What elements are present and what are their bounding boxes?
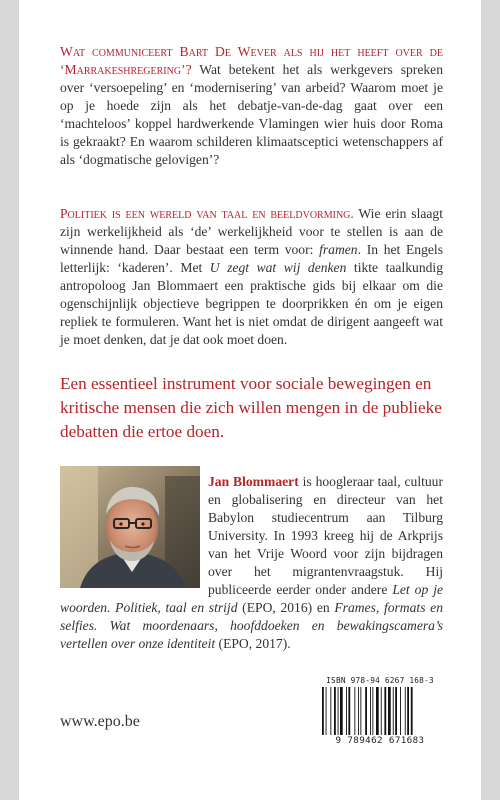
isbn-label: ISBN 978-94 6267 168-3: [326, 676, 434, 685]
previous-book-1: Let op je woorden. Politiek, taal en strijd: [60, 582, 443, 615]
book-title: U zegt wat wij denken: [209, 260, 347, 275]
framing-term: framen: [319, 242, 358, 257]
author-bio-text-3: (EPO, 2017).: [215, 636, 291, 651]
framing-paragraph: [60, 205, 443, 349]
author-bio: [60, 473, 443, 653]
author-name: Jan Blommaert: [208, 474, 299, 489]
intro-paragraph: [60, 43, 443, 169]
intro-body: Wat betekent het als werkgevers spreken over ‘versoepeling’ en ‘modernisering’ van arbeid? Waarom moet je op je hoede zijn als het debatje-van-de-dag gaat over een ‘machteloos’ koppel hardwerkende Vlamingen wier huis door Roma is gekraakt? En waarom schilderen klimaatsceptici wetenschappers af als ‘dogmatische gelovigen’?: [60, 62, 443, 167]
framing-lead: Politiek is een wereld van taal en beeldvorming.: [60, 206, 354, 221]
framing-body-3: tikte taalkundig antropoloog Jan Blommaert een praktische gids bij elkaar om die ogenschijnlijk objectieve begrippen te doorprikken én om je eigen repliek te formuleren. Want het is niet omdat de dirigent aangeeft wat je moet denken, dat je dat ook moet doen.: [60, 260, 443, 347]
intro-lead: Wat communiceert Bart De Wever als hij het heeft over de ‘Marrakeshregering’?: [60, 44, 443, 77]
previous-book-2: Frames, formats en selfies. Wat moordenaars, hoofddoeken en bewakingscamera’s vertellen over onze identiteit: [60, 600, 443, 651]
pull-quote: Een essentieel instrument voor sociale bewegingen en kritische mensen die zich willen mengen in de publieke debatten die ertoe doen.: [60, 374, 442, 441]
framing-body-1: Wie erin slaagt zijn werkelijkheid als ‘de’ werkelijkheid voor te stellen is aan de winnende hand. Daar bestaat een term voor:: [60, 206, 443, 257]
barcode-number: 9 789462 671683: [335, 735, 425, 746]
author-bio-text-2: (EPO, 2016) en: [237, 600, 335, 615]
barcode-bars: [318, 687, 442, 735]
isbn-barcode: [318, 676, 442, 746]
author-bio-text-1: is hoogleraar taal, cultuur en globalisering en directeur van het Babylon studiecentrum aan Tilburg University. In 1993 kreeg hij de Arkprijs van het Vrije Woord voor zijn bijdragen over het migrantenvraagstuk. Hij publiceerde eerder onder andere: [208, 474, 443, 597]
framing-body-2: . In het Engels letterlijk: ‘kaderen’. Met: [60, 242, 443, 275]
publisher-website[interactable]: www.epo.be: [60, 713, 140, 730]
